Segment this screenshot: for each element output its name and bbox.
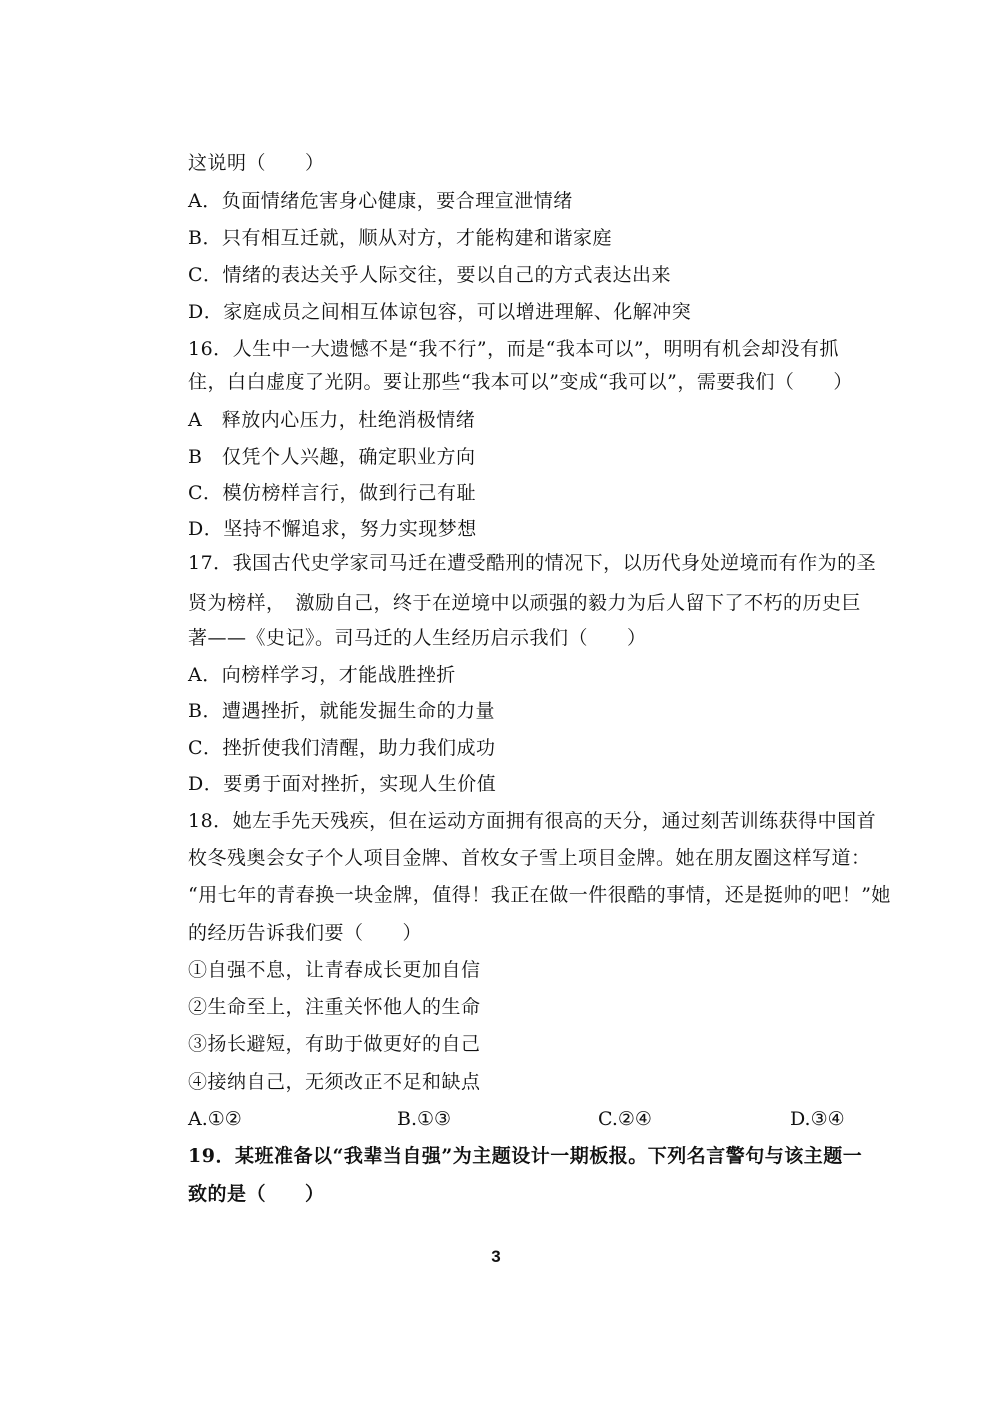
q18-stem-line-2: 枚冬残奥会女子个人项目金牌、首枚女子雪上项目金牌。她在朋友圈这样写道： <box>188 847 871 869</box>
q18-choice-c: C.②④ <box>598 1108 652 1130</box>
q18-choices <box>0 1106 992 1132</box>
q16-option-a: A 释放内心压力，杜绝消极情绪 <box>188 409 476 431</box>
q18-statement-4: ④接纳自己，无须改正不足和缺点 <box>188 1071 481 1093</box>
q17-option-c: C．挫折使我们清醒，助力我们成功 <box>188 737 496 759</box>
q18-stem-line-4: 的经历告诉我们要（ ） <box>188 922 423 944</box>
q18-choice-a: A.①② <box>188 1108 242 1130</box>
q16-stem-line-1: 16．人生中一大遗憾不是“我不行”，而是“我本可以”，明明有机会却没有抓 <box>188 338 840 360</box>
q18-choice-b: B.①③ <box>397 1108 452 1130</box>
q17-option-a: A．向榜样学习，才能战胜挫折 <box>188 664 456 686</box>
page-number: 3 <box>491 1247 501 1266</box>
q17-option-d: D．要勇于面对挫折，实现人生价值 <box>188 773 497 795</box>
q19-stem-line-2: 致的是（ ） <box>188 1183 325 1205</box>
q16-option-d: D．坚持不懈追求，努力实现梦想 <box>188 518 477 540</box>
q15-stem-tail: 这说明（ ） <box>188 152 325 174</box>
q18-statement-2: ②生命至上，注重关怀他人的生命 <box>188 996 481 1018</box>
q15-option-c: C．情绪的表达关乎人际交往，要以自己的方式表达出来 <box>188 264 672 286</box>
q18-stem-line-1: 18．她左手先天残疾，但在运动方面拥有很高的天分，通过刻苦训练获得中国首 <box>188 810 877 832</box>
q19-stem-line-1: 19．某班准备以“我辈当自强”为主题设计一期板报。下列名言警句与该主题一 <box>188 1145 863 1167</box>
q15-option-b: B．只有相互迁就，顺从对方，才能构建和谐家庭 <box>188 227 612 249</box>
q18-choice-d: D.③④ <box>790 1108 845 1130</box>
q17-option-b: B．遭遇挫折，就能发掘生命的力量 <box>188 700 495 722</box>
q18-stem-line-3: “用七年的青春换一块金牌，值得！我正在做一件很酷的事情，还是挺帅的吧！”她 <box>188 884 891 906</box>
q18-statement-1: ①自强不息，让青春成长更加自信 <box>188 959 481 981</box>
q17-stem-line-2: 贤为榜样， 激励自己，终于在逆境中以顽强的毅力为后人留下了不朽的历史巨 <box>188 592 862 614</box>
q17-stem-line-1: 17．我国古代史学家司马迁在遭受酷刑的情况下，以历代身处逆境而有作为的圣 <box>188 552 877 574</box>
q16-option-b: B 仅凭个人兴趣，确定职业方向 <box>188 446 476 468</box>
q15-option-a: A．负面情绪危害身心健康，要合理宣泄情绪 <box>188 190 573 212</box>
q15-option-d: D．家庭成员之间相互体谅包容，可以增进理解、化解冲突 <box>188 301 692 323</box>
q16-stem-line-2: 住，白白虚度了光阴。要让那些“我本可以”变成“我可以”，需要我们（ ） <box>188 371 853 393</box>
q18-statement-3: ③扬长避短，有助于做更好的自己 <box>188 1033 481 1055</box>
q16-option-c: C．模仿榜样言行，做到行己有耻 <box>188 482 477 504</box>
q17-stem-line-3: 著——《史记》。司马迁的人生经历启示我们（ ） <box>188 627 647 649</box>
